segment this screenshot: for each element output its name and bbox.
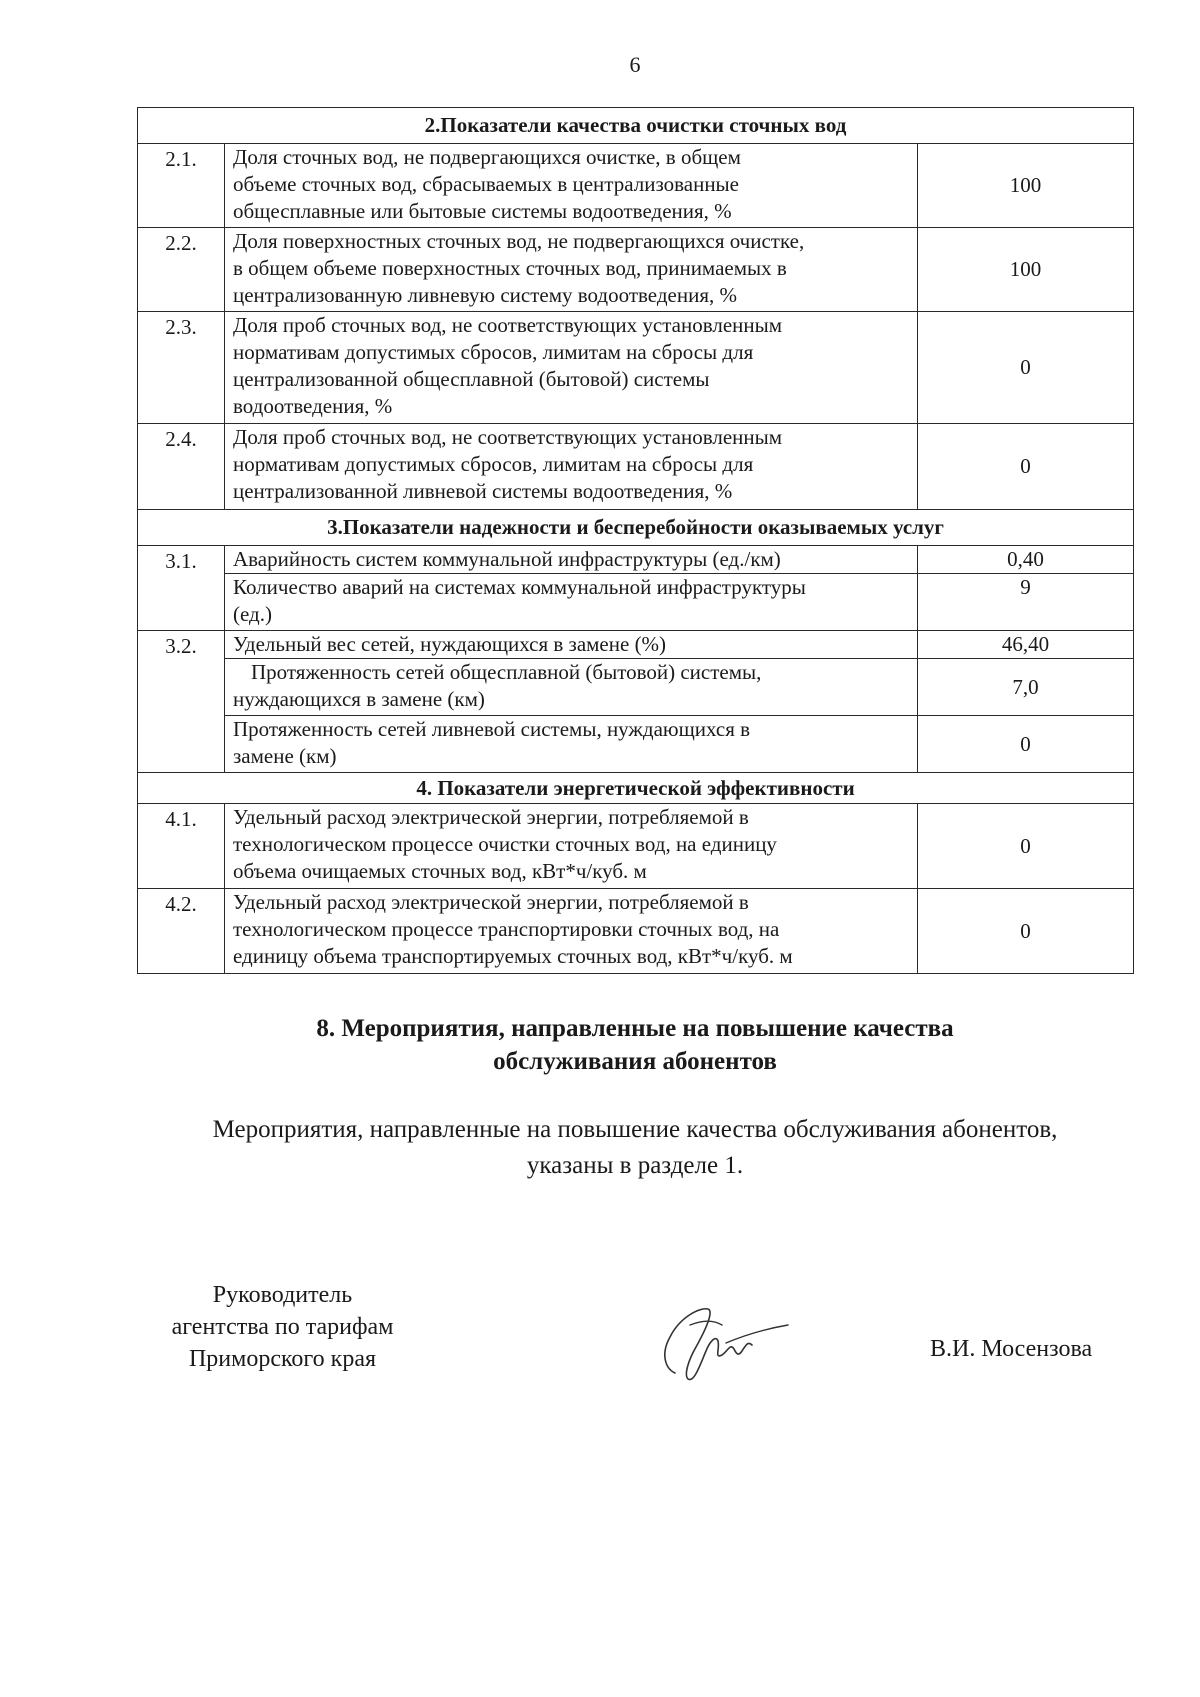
table-row [138, 546, 1134, 574]
row-value: 0 [918, 312, 1134, 424]
row-description: Протяженность сетей общесплавной (бытовой) системы, нуждающихся в замене (км) [225, 659, 918, 716]
table-row [138, 574, 1134, 631]
row-number: 2.3. [138, 312, 225, 424]
row-value: 0 [918, 716, 1134, 773]
indicators-table [137, 107, 1134, 974]
row-value: 0 [918, 424, 1134, 510]
row-value: 100 [918, 144, 1134, 228]
row-number: 4.2. [138, 889, 225, 974]
section-title: 4. Показатели энергетической эффективности [138, 773, 1134, 804]
row-number: 2.1. [138, 144, 225, 228]
row-number: 3.2. [138, 631, 225, 773]
row-description: Доля поверхностных сточных вод, не подвергающихся очистке, в общем объеме поверхностных сточных вод, принимаемых в централизованную ливневую систему водоотведения, % [225, 228, 918, 312]
row-value: 9 [918, 574, 1134, 631]
table-row [138, 659, 1134, 716]
row-description: Удельный расход электрической энергии, потребляемой в технологическом процессе очистки сточных вод, на единицу объема очищаемых сточных вод, кВт*ч/куб. м [225, 804, 918, 889]
row-description: Доля сточных вод, не подвергающихся очистке, в общем объеме сточных вод, сбрасываемых в централизованные общесплавные или бытовые системы водоотведения, % [225, 144, 918, 228]
table-row [138, 424, 1134, 510]
signer-name: В.И. Мосензова [930, 1336, 1093, 1362]
row-value: 100 [918, 228, 1134, 312]
row-value: 7,0 [918, 659, 1134, 716]
handwritten-signature [630, 1295, 790, 1390]
row-number: 2.4. [138, 424, 225, 510]
row-description: Доля проб сточных вод, не соответствующих установленным нормативам допустимых сбросов, лимитам на сбросы для централизованной ливневой системы водоотведения, % [225, 424, 918, 510]
row-description: Количество аварий на системах коммунальной инфраструктуры (ед.) [225, 574, 918, 631]
table-row [138, 804, 1134, 889]
row-value: 0,40 [918, 546, 1134, 574]
table-row [138, 228, 1134, 312]
section-title: 3.Показатели надежности и бесперебойности оказываемых услуг [138, 510, 1134, 546]
table-row [138, 631, 1134, 659]
row-value: 0 [918, 889, 1134, 974]
row-value: 46,40 [918, 631, 1134, 659]
section-header [138, 108, 1134, 144]
row-value: 0 [918, 804, 1134, 889]
row-number: 4.1. [138, 804, 225, 889]
row-description: Удельный расход электрической энергии, потребляемой в технологическом процессе транспортировки сточных вод, на единицу объема транспортируемых сточных вод, кВт*ч/куб. м [225, 889, 918, 974]
section-8-text: Мероприятия, направленные на повышение качества обслуживания абонентов, указаны в разделе 1. [212, 1116, 1058, 1179]
row-description: Доля проб сточных вод, не соответствующих установленным нормативам допустимых сбросов, лимитам на сбросы для централизованной общесплавной (бытовой) системы водоотведения, % [225, 312, 918, 424]
section-title: 2.Показатели качества очистки сточных вод [138, 108, 1134, 144]
page-number: 6 [629, 52, 641, 77]
section-8-heading: 8. Мероприятия, направленные на повышение качества обслуживания абонентов [316, 1015, 954, 1075]
row-description: Протяженность сетей ливневой системы, нуждающихся в замене (км) [225, 716, 918, 773]
section-header [138, 773, 1134, 804]
section-header [138, 510, 1134, 546]
row-number: 3.1. [138, 546, 225, 631]
table-row [138, 889, 1134, 974]
row-description: Аварийность систем коммунальной инфраструктуры (ед./км) [225, 546, 918, 574]
row-description: Удельный вес сетей, нуждающихся в замене (%) [225, 631, 918, 659]
table-row [138, 312, 1134, 424]
row-number: 2.2. [138, 228, 225, 312]
table-row [138, 716, 1134, 773]
signer-position: Руководитель агентства по тарифам Приморского края [171, 1282, 394, 1372]
table-row [138, 144, 1134, 228]
